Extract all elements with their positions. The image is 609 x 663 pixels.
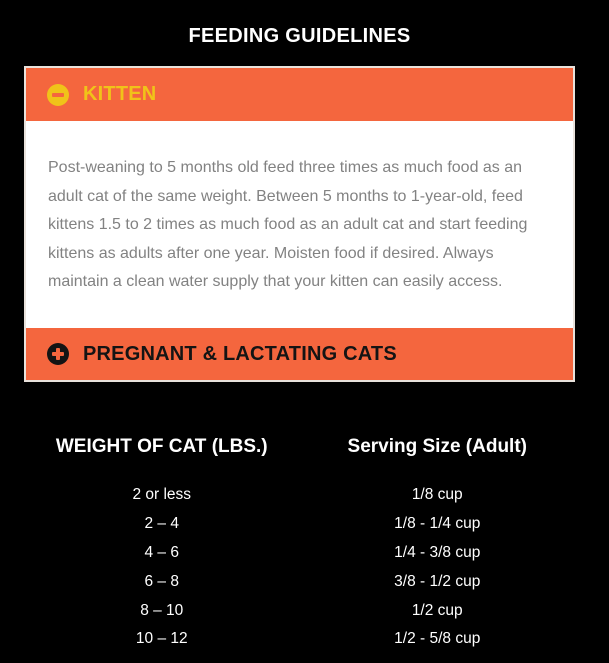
serving-cell: 1/4 - 3/8 cup — [394, 543, 481, 561]
table-header-row — [24, 435, 575, 459]
serving-cell: 1/2 cup — [411, 601, 463, 619]
page-title: FEEDING GUIDELINES — [188, 25, 411, 47]
column-header-serving-size: Serving Size (Adult) — [347, 436, 527, 457]
weight-cell: 4 – 6 — [144, 543, 179, 561]
content-column — [24, 0, 575, 654]
table-row — [24, 539, 575, 568]
table-row — [24, 567, 575, 596]
table-row — [24, 481, 575, 510]
accordion-panel-kitten — [26, 121, 573, 328]
serving-cell: 1/8 cup — [411, 486, 463, 504]
feeding-accordion — [24, 66, 575, 382]
weight-cell: 2 or less — [132, 486, 192, 504]
accordion-label-kitten: KITTEN — [83, 83, 157, 105]
table-row — [24, 625, 575, 654]
kitten-feeding-text: Post-weaning to 5 months old feed three times as much food as an adult cat of the same weight. Between 5 months to 1-year-old, feed kittens 1.5 to 2 times as much food as an adult cat and start feeding kittens as adults after one year. Moisten food if desired. Always maintain a clean water supply that your kitten can easily access. — [48, 159, 528, 291]
minus-circle-icon — [47, 84, 69, 106]
feeding-table — [24, 435, 575, 654]
serving-cell: 1/8 - 1/4 cup — [394, 515, 481, 533]
plus-circle-icon — [47, 343, 69, 365]
table-row — [24, 510, 575, 539]
weight-cell: 2 – 4 — [144, 515, 179, 533]
accordion-header-kitten[interactable] — [26, 68, 573, 121]
serving-cell: 1/2 - 5/8 cup — [394, 630, 481, 648]
accordion-label-pregnant-lactating: PREGNANT & LACTATING CATS — [83, 342, 397, 365]
accordion-header-pregnant-lactating[interactable] — [26, 328, 573, 380]
weight-cell: 10 – 12 — [135, 630, 188, 648]
weight-cell: 8 – 10 — [140, 601, 184, 619]
column-header-weight: WEIGHT OF CAT (LBS.) — [55, 436, 268, 457]
serving-cell: 3/8 - 1/2 cup — [394, 572, 481, 590]
weight-cell: 6 – 8 — [144, 572, 179, 590]
table-row — [24, 596, 575, 625]
